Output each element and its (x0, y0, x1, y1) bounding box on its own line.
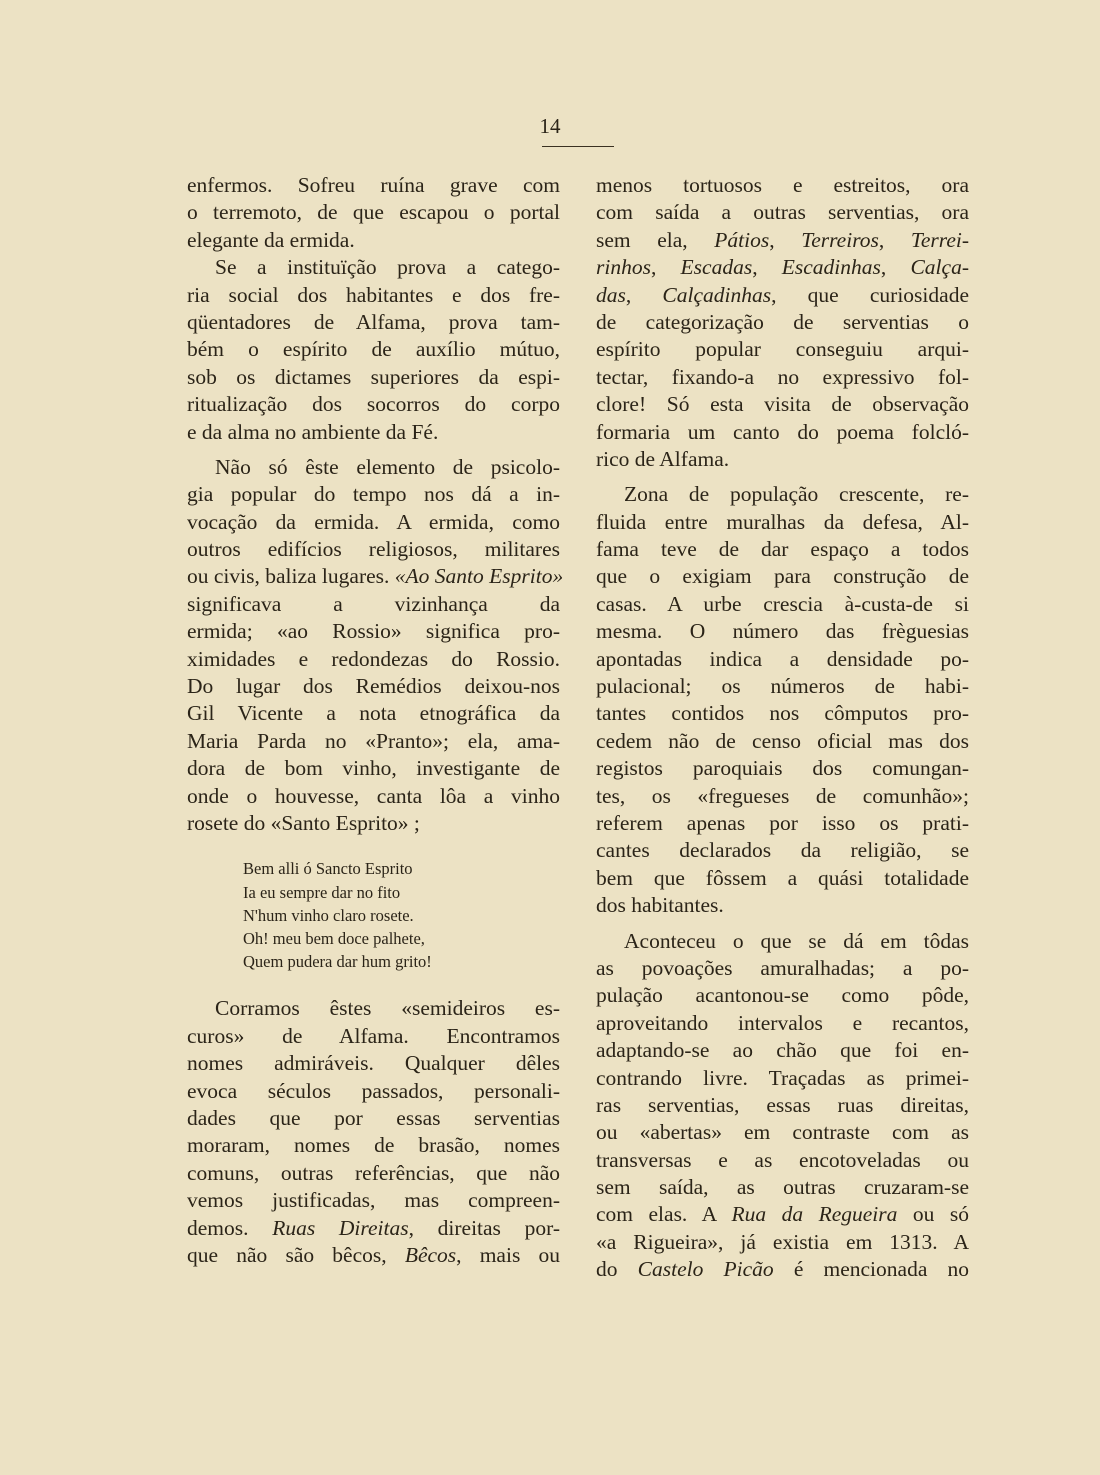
text-line: mesma. O número das frèguesias (596, 619, 969, 644)
text-span: com elas. A (596, 1202, 716, 1227)
right-column (596, 172, 969, 1284)
text-line: comuns, outras referências, que não (187, 1160, 560, 1185)
text-line: tectar, fixando-a no expressivo fol- (596, 364, 969, 389)
text-line: Maria Parda no «Pranto»; ela, ama- (187, 728, 560, 753)
text-line: moraram, nomes de brasão, nomes (187, 1133, 560, 1158)
paragraph (187, 995, 560, 1269)
paragraph (187, 454, 564, 837)
text-span: , direitas por- (408, 1215, 560, 1240)
text-line: Se a instituïção prova a catego- (215, 255, 560, 280)
text-line: cedem não de censo oficial mas dos (596, 728, 969, 753)
text-span: , mais ou (456, 1242, 561, 1267)
poem-line: Ia eu sempre dar no fito (243, 882, 401, 902)
becos-term: Bêcos (404, 1242, 457, 1267)
text-span: , que curiosidade (771, 282, 969, 307)
text-line: evoca séculos passados, personali- (187, 1078, 560, 1103)
text-span: sem ela, (596, 227, 688, 252)
text-line: ria social dos habitantes e dos fre- (187, 282, 560, 307)
text-line (596, 1201, 969, 1228)
text-span: demos. (187, 1215, 249, 1240)
castelo-picao-term: Castelo Picão (637, 1257, 774, 1282)
text-line: que o exigiam para construção de (596, 564, 969, 589)
rinhos-term: rinhos (596, 255, 651, 280)
poem-line: N'hum vinho claro rosete. (243, 905, 414, 925)
text-line: Aconteceu o que se dá em tôdas (624, 928, 969, 953)
text-line: vemos justificadas, mas compreen- (187, 1188, 560, 1213)
text-line: adaptando-se ao chão que foi en- (596, 1038, 969, 1063)
text-line: gia popular do tempo nos dá a in- (187, 482, 560, 507)
text-line: dos habitantes. (596, 893, 724, 918)
text-line: das, Calçadinhas, que curiosidade (596, 282, 969, 307)
patios-term: Pátios (714, 227, 770, 252)
text-span: do (596, 1257, 618, 1282)
text-line: fama teve de dar espaço a todos (596, 537, 969, 562)
text-line: nomes admiráveis. Qualquer dêles (187, 1051, 560, 1076)
text-line: sob os dictames superiores da espi- (187, 364, 560, 389)
text-line: Zona de população crescente, re- (624, 482, 969, 507)
text-line: ximidades e redondezas do Rossio. (187, 646, 560, 671)
text-line: outros edifícios religiosos, militares (187, 537, 560, 562)
text-line: pulação acantonou-se como pôde, (596, 983, 969, 1008)
text-line: ou «abertas» em contraste com as (596, 1120, 969, 1145)
terreiros-term: Terreiros (801, 227, 879, 252)
text-line: contrando livre. Traçadas as primei- (596, 1065, 969, 1090)
text-line: registos paroquiais dos comungan- (596, 756, 969, 781)
text-line: ras serventias, essas ruas direitas, (596, 1092, 969, 1117)
text-line: enfermos. Sofreu ruína grave com (187, 173, 560, 197)
terrei-term: Terrei- (910, 227, 970, 252)
das-term: das (596, 282, 626, 307)
poem-line: Bem alli ó Sancto Esprito (243, 859, 413, 879)
text-line: Corramos êstes «semideiros es- (215, 996, 560, 1021)
text-span: é mencionada no (793, 1257, 970, 1282)
text-line: apontadas indica a densidade po- (596, 646, 969, 671)
text-line: e da alma no ambiente da Fé. (187, 419, 439, 444)
paragraph (187, 172, 560, 254)
ruas-direitas-term: Ruas Direitas (272, 1215, 409, 1240)
text-line: rinhos, Escadas, Escadinhas, Calça- (596, 255, 969, 280)
text-line: com saída a outras serventias, ora (596, 200, 969, 225)
text-line (596, 1256, 969, 1283)
quote-santo-esprito: «Ao Santo Esprito» (394, 564, 564, 589)
text-line: curos» de Alfama. Encontramos (187, 1023, 560, 1048)
text-line: tantes contidos nos cômputos pro- (596, 701, 969, 726)
text-line: elegante da ermida. (187, 227, 355, 252)
text-line: qüentadores de Alfama, prova tam- (187, 309, 560, 334)
text-line: dades que por essas serventias (187, 1105, 560, 1130)
text-line: sem saída, as outras cruzaram-se (596, 1175, 969, 1200)
text-line: rico de Alfama. (596, 446, 730, 471)
text-span: ou só (912, 1202, 969, 1227)
poem-quote (187, 857, 560, 973)
text-line: transversas e as encotoveladas ou (596, 1147, 969, 1172)
calca-term: Calça- (910, 255, 969, 280)
poem-line: Oh! meu bem doce palhete, (243, 928, 425, 948)
escadinhas-term: Escadinhas (781, 255, 881, 280)
text-line: aproveitando intervalos e recantos, (596, 1010, 969, 1035)
text-line: «a Rigueira», já existia em 1313. A (596, 1229, 969, 1254)
text-line: pulacional; os números de habi- (596, 674, 969, 699)
text-line: sem ela, Pátios, Terreiros, Terrei- (596, 227, 970, 252)
text-line: menos tortuosos e estreitos, ora (596, 173, 969, 197)
page-number-rule (542, 146, 614, 147)
text-line (187, 1242, 560, 1269)
text-span: ou civis, baliza lugares. (187, 564, 390, 589)
text-line: referem apenas por isso os prati- (596, 810, 969, 835)
text-line: dora de bom vinho, investigante de (187, 756, 560, 781)
paragraph (596, 172, 969, 473)
text-line: as povoações amuralhadas; a po- (596, 955, 969, 980)
text-line: casas. A urbe crescia à-custa-de si (596, 591, 969, 616)
text-line: de categorização de serventias o (596, 309, 969, 334)
paragraph (596, 481, 969, 919)
text-line: clore! Só esta visita de observação (596, 392, 969, 417)
text-line: bém o espírito de auxílio mútuo, (187, 337, 560, 362)
text-line: fluida entre muralhas da defesa, Al- (596, 509, 969, 534)
text-line: onde o houvesse, canta lôa a vinho (187, 783, 560, 808)
left-column (187, 172, 564, 1269)
paragraph (187, 254, 560, 446)
text-line: espírito popular conseguiu arqui- (596, 337, 969, 362)
text-line: rosete do «Santo Esprito» ; (187, 810, 420, 835)
text-line: cantes declarados da religião, se (596, 838, 969, 863)
text-line: vocação da ermida. A ermida, como (187, 509, 560, 534)
text-line: Do lugar dos Remédios deixou-nos (187, 674, 560, 699)
text-line: ermida; «ao Rossio» significa pro- (187, 619, 560, 644)
page-number: 14 (539, 114, 561, 138)
rua-da-regueira-term: Rua da Regueira (731, 1202, 898, 1227)
text-span: que não são bêcos, (187, 1242, 387, 1267)
text-line: bem que fôssem a quási totalidade (596, 865, 969, 890)
text-line: formaria um canto do poema folcló- (596, 419, 969, 444)
text-line: o terremoto, de que escapou o portal (187, 200, 560, 225)
text-line: tes, os «fregueses de comunhão»; (596, 783, 969, 808)
text-line: ritualização dos socorros do corpo (187, 392, 560, 417)
text-line: Não só êste elemento de psicolo- (215, 454, 560, 479)
poem-line: Quem pudera dar hum grito! (243, 952, 432, 972)
paragraph (596, 928, 969, 1284)
text-line (187, 563, 564, 590)
text-line (187, 1215, 560, 1242)
text-line: Gil Vicente a nota etnográfica da (187, 701, 560, 726)
text-line: significava a vizinhança da (187, 591, 560, 616)
calcadinhas-term: Calçadinhas (662, 282, 772, 307)
escadas-term: Escadas (680, 255, 753, 280)
